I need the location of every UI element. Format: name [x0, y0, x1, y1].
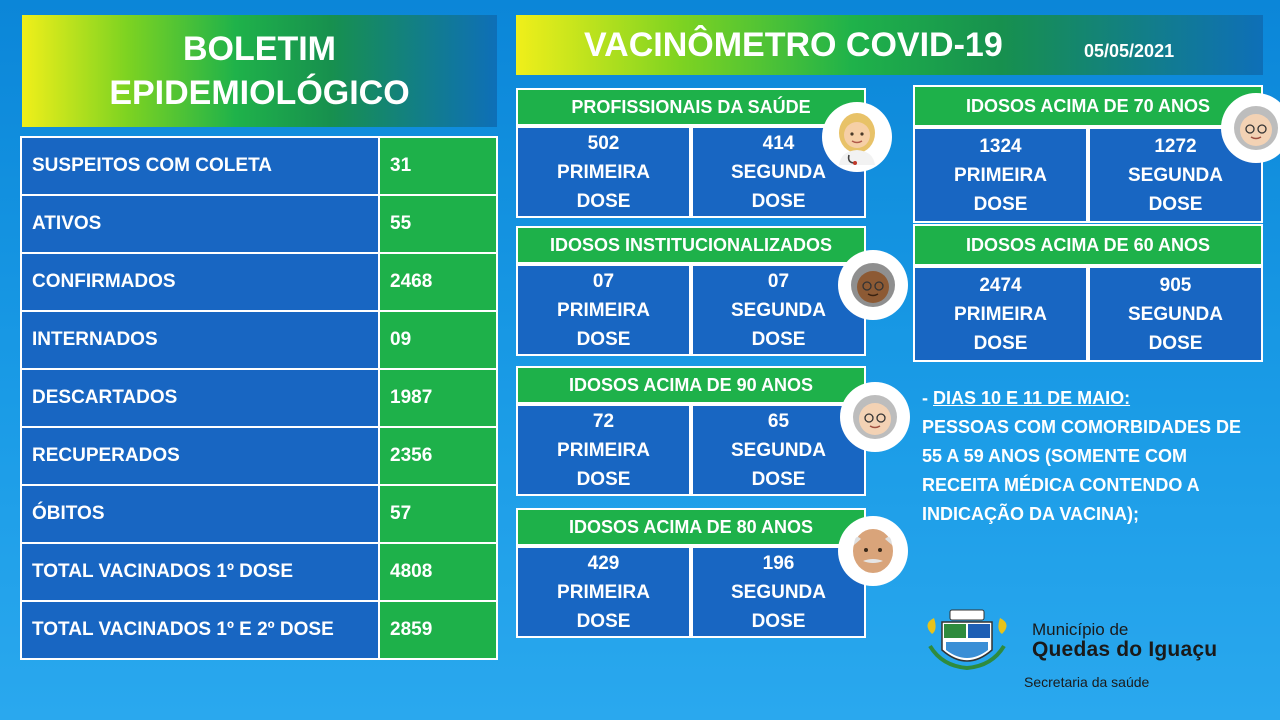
dose-label: DOSE: [1148, 193, 1203, 215]
stat-label: INTERNADOS: [21, 311, 379, 369]
stats-table: [20, 136, 498, 660]
elderly-woman-dark-avatar-icon: [838, 250, 908, 320]
municipality-logo: [912, 606, 1262, 696]
first-dose-count: 72: [592, 410, 615, 432]
dose-label: SEGUNDA: [730, 439, 826, 461]
second-dose-count: 07: [767, 270, 790, 292]
second-dose-count: 414: [762, 132, 795, 154]
dose-label: DOSE: [751, 610, 806, 632]
elderly-man-avatar-icon: [838, 516, 908, 586]
stat-value: 1987: [379, 369, 497, 427]
table-row: [21, 137, 497, 195]
first-dose-count: 07: [592, 270, 615, 292]
first-dose-cell: [913, 127, 1088, 223]
second-dose-count: 196: [762, 552, 795, 574]
dose-label: SEGUNDA: [730, 299, 826, 321]
first-dose-count: 502: [587, 132, 620, 154]
panel-title: IDOSOS ACIMA DE 60 ANOS: [913, 224, 1263, 266]
stat-value: 57: [379, 485, 497, 543]
elderly-woman-70-avatar-icon: [1221, 93, 1280, 163]
dose-label: SEGUNDA: [1127, 303, 1223, 325]
panel-profissionais-saude: [516, 88, 866, 218]
stat-label: ÓBITOS: [21, 485, 379, 543]
dose-label: PRIMEIRA: [557, 299, 650, 321]
table-row: [21, 601, 497, 659]
second-dose-count: 65: [767, 410, 790, 432]
logo-line1: Município de: [1032, 620, 1129, 639]
panel-title: IDOSOS ACIMA DE 80 ANOS: [516, 508, 866, 546]
table-row: [21, 253, 497, 311]
first-dose-cell: [516, 126, 691, 218]
dose-label: DOSE: [1148, 332, 1203, 354]
panel-title: IDOSOS ACIMA DE 90 ANOS: [516, 366, 866, 404]
boletim-banner: [22, 15, 497, 127]
stat-value: 4808: [379, 543, 497, 601]
dose-label: DOSE: [751, 190, 806, 212]
second-dose-cell: [1088, 266, 1263, 362]
dose-label: PRIMEIRA: [557, 581, 650, 603]
stat-value: 2356: [379, 427, 497, 485]
first-dose-count: 429: [587, 552, 620, 574]
stat-label: CONFIRMADOS: [21, 253, 379, 311]
dose-label: DOSE: [576, 190, 631, 212]
elderly-woman-avatar-icon: [840, 382, 910, 452]
note-body: PESSOAS COM COMORBIDADES DE 55 A 59 ANOS (SOMENTE COM RECEITA MÉDICA CONTENDO A INDICAÇÃO DA VACINA);: [922, 417, 1242, 524]
dose-label: DOSE: [576, 468, 631, 490]
panel-title: PROFISSIONAIS DA SAÚDE: [516, 88, 866, 126]
panel-idosos-acima-70: [913, 85, 1263, 223]
second-dose-count: 1272: [1154, 135, 1197, 157]
first-dose-cell: [516, 404, 691, 496]
boletim-title-line2: EPIDEMIOLÓGICO: [109, 74, 410, 112]
dose-label: PRIMEIRA: [954, 164, 1047, 186]
coat-of-arms-icon: [912, 606, 1022, 676]
dose-label: SEGUNDA: [1127, 164, 1223, 186]
panel-title: IDOSOS ACIMA DE 70 ANOS: [913, 85, 1263, 127]
panel-idosos-institucionalizados: [516, 226, 866, 356]
vacinometro-title: VACINÔMETRO COVID-19: [584, 25, 1003, 64]
panel-idosos-acima-60: [913, 224, 1263, 362]
stat-label: SUSPEITOS COM COLETA: [21, 137, 379, 195]
dose-label: DOSE: [751, 468, 806, 490]
dose-label: PRIMEIRA: [557, 439, 650, 461]
note-dash: -: [922, 388, 933, 408]
panel-idosos-acima-80: [516, 508, 866, 638]
first-dose-count: 2474: [979, 274, 1022, 296]
stat-label: ATIVOS: [21, 195, 379, 253]
dose-label: SEGUNDA: [730, 161, 826, 183]
stat-value: 55: [379, 195, 497, 253]
vacinometro-banner: [516, 15, 1263, 75]
boletim-title-line1: BOLETIM: [183, 30, 336, 68]
table-row: [21, 369, 497, 427]
table-row: [21, 195, 497, 253]
table-row: [21, 543, 497, 601]
first-dose-cell: [913, 266, 1088, 362]
note-heading: DIAS 10 E 11 DE MAIO:: [933, 388, 1131, 408]
stat-value: 09: [379, 311, 497, 369]
first-dose-count: 1324: [979, 135, 1022, 157]
dose-label: PRIMEIRA: [557, 161, 650, 183]
stat-label: TOTAL VACINADOS 1º DOSE: [21, 543, 379, 601]
stat-label: RECUPERADOS: [21, 427, 379, 485]
first-dose-cell: [516, 264, 691, 356]
table-row: [21, 427, 497, 485]
stat-value: 31: [379, 137, 497, 195]
dose-label: DOSE: [751, 328, 806, 350]
dose-label: SEGUNDA: [730, 581, 826, 603]
schedule-note: [922, 384, 1252, 529]
dose-label: DOSE: [576, 610, 631, 632]
logo-line2: Quedas do Iguaçu: [1032, 638, 1218, 661]
panel-idosos-acima-90: [516, 366, 866, 496]
dose-label: DOSE: [576, 328, 631, 350]
table-row: [21, 311, 497, 369]
stat-value: 2859: [379, 601, 497, 659]
stat-label: DESCARTADOS: [21, 369, 379, 427]
table-row: [21, 485, 497, 543]
bulletin-date: 05/05/2021: [1084, 41, 1175, 61]
stat-value: 2468: [379, 253, 497, 311]
dose-label: PRIMEIRA: [954, 303, 1047, 325]
stat-label: TOTAL VACINADOS 1º E 2º DOSE: [21, 601, 379, 659]
second-dose-count: 905: [1159, 274, 1192, 296]
health-worker-avatar-icon: [822, 102, 892, 172]
logo-line3: Secretaria da saúde: [1024, 674, 1150, 690]
dose-label: DOSE: [973, 193, 1028, 215]
first-dose-cell: [516, 546, 691, 638]
dose-label: DOSE: [973, 332, 1028, 354]
panel-title: IDOSOS INSTITUCIONALIZADOS: [516, 226, 866, 264]
